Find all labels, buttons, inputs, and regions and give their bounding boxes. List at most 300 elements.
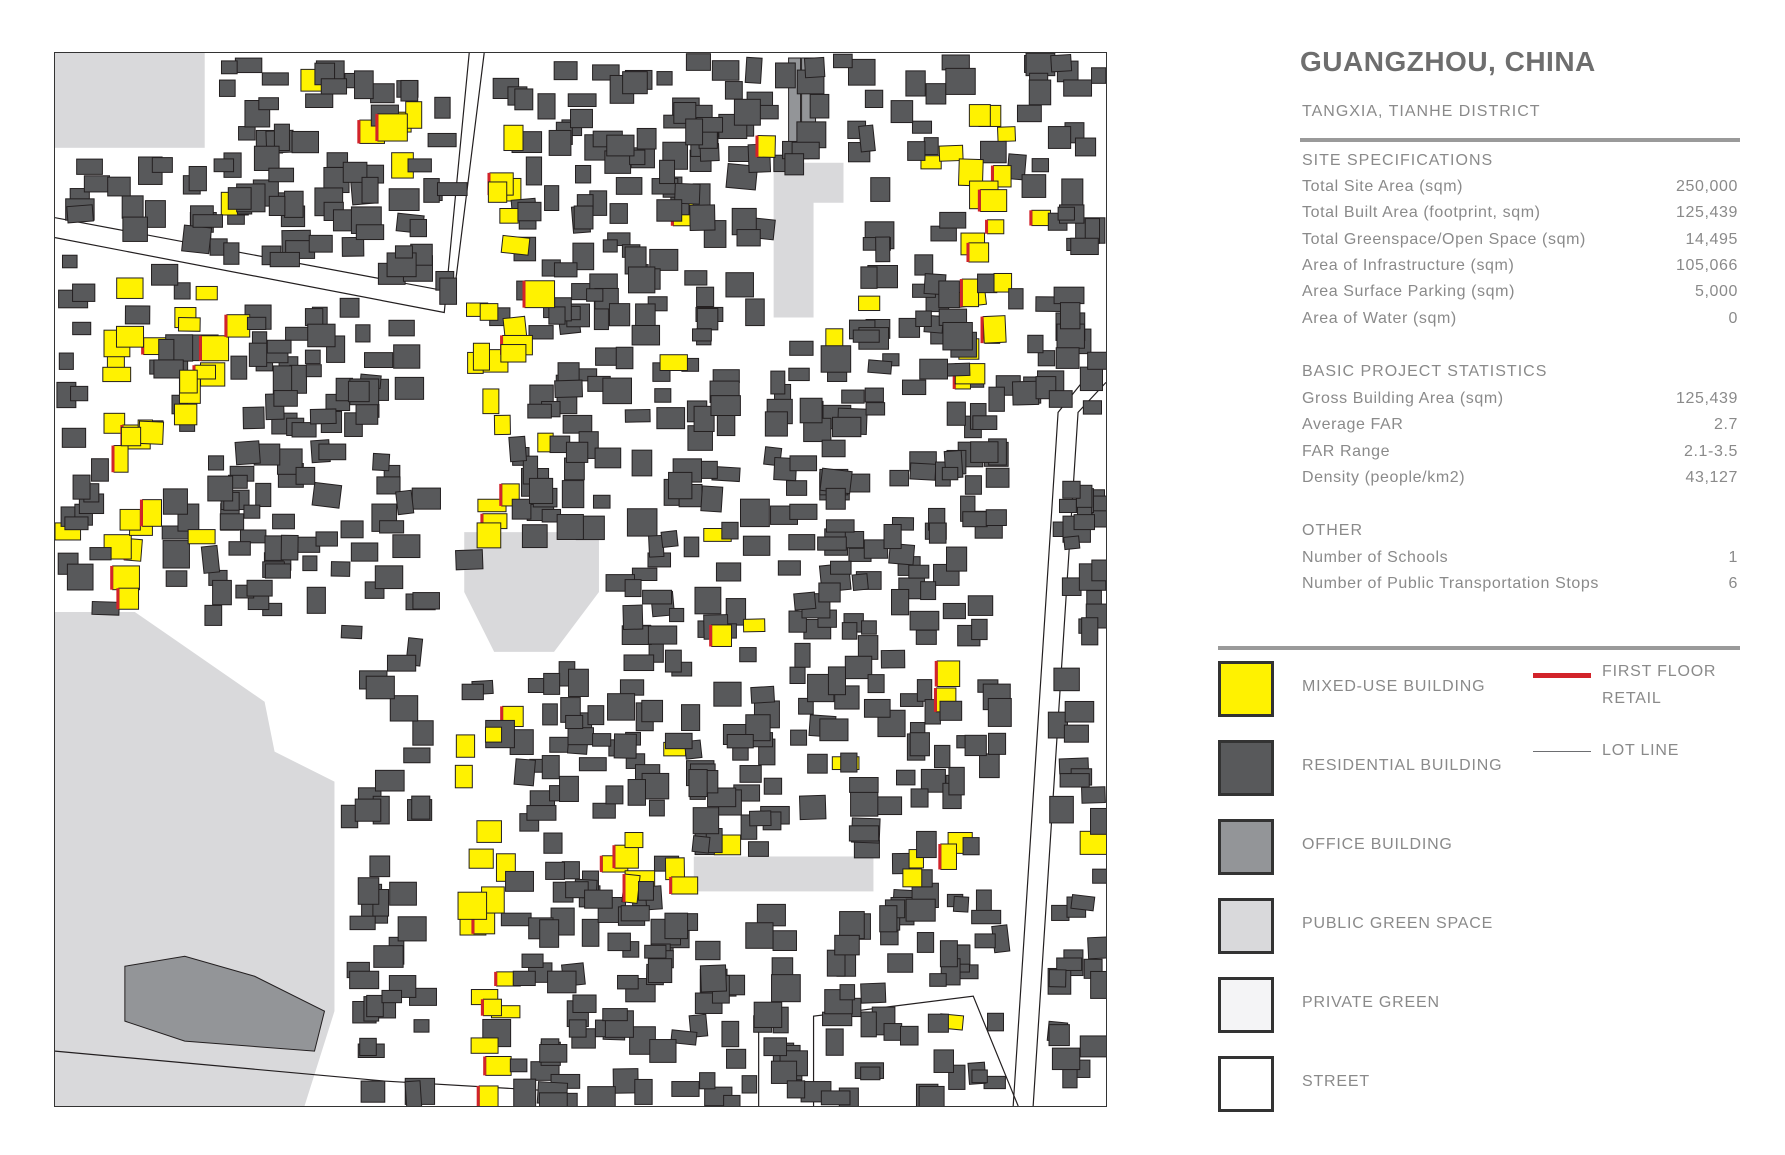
residential-building [636,304,656,326]
residential-building [214,159,233,172]
residential-building [456,550,483,570]
residential-building [1082,618,1098,645]
first-floor-retail-edge [357,120,360,143]
residential-building [1062,179,1083,206]
residential-building [696,941,720,959]
residential-building [629,267,655,293]
residential-building [342,237,364,256]
residential-building [862,621,877,634]
residential-building [62,428,85,447]
residential-building [603,378,632,404]
residential-building [73,284,95,301]
header-divider [1300,138,1740,142]
residential-building [834,54,853,67]
stat-row-density [1302,469,1738,491]
residential-building [625,409,650,422]
residential-building [247,317,265,329]
first-floor-retail-edge [481,999,484,1015]
residential-building [772,975,801,1002]
mixed-use-building [480,304,498,321]
residential-building [341,521,363,538]
residential-building [660,160,675,183]
residential-building [73,475,90,499]
residential-building [77,159,103,174]
residential-building [350,971,379,988]
residential-building [624,655,654,671]
first-floor-retail-edge [1029,210,1032,225]
first-floor-retail-edge [224,315,227,337]
residential-building [799,795,825,819]
residential-building [928,1014,948,1032]
first-floor-retail-edge [934,688,937,712]
residential-building [842,623,857,640]
residential-building [821,1091,850,1105]
residential-building [853,330,879,342]
residential-building [269,196,285,215]
residential-building [623,72,648,94]
stat-value: 6 [1728,575,1738,592]
mixed-use-building [479,1086,498,1106]
residential-building [404,748,430,763]
residential-building [1060,774,1089,787]
residential-building [231,356,247,379]
residential-building [749,811,771,826]
residential-building [366,676,394,699]
residential-building [413,593,440,609]
legend-label-office: OFFICE BUILDING [1302,836,1453,853]
first-floor-retail-edge [140,500,143,527]
residential-building [852,574,868,591]
residential-building [821,346,851,372]
residential-building [235,441,260,465]
residential-building [940,701,962,720]
residential-building [1088,937,1106,959]
residential-building [861,267,877,288]
residential-building [926,84,946,104]
legend-label-private-green: PRIVATE GREEN [1302,994,1440,1011]
residential-building [501,913,531,926]
residential-building [193,215,222,228]
residential-building [554,263,577,277]
legend-line-lot-line [1533,751,1591,752]
first-floor-retail-edge [600,856,603,872]
page-title: GUANGZHOU, CHINA [1300,46,1596,77]
residential-building [1009,289,1023,309]
residential-building [746,923,773,949]
residential-building [273,366,291,394]
residential-building [303,556,317,571]
residential-building [382,990,402,1002]
first-floor-retail-edge [483,1056,486,1075]
residential-building [988,698,1011,726]
residential-building [764,778,781,794]
site-map [54,52,1107,1107]
residential-building [1071,238,1099,254]
residential-building [213,580,232,604]
residential-building [727,1049,746,1068]
other-heading: OTHER [1302,522,1363,539]
residential-building [375,566,402,589]
residential-building [542,756,559,779]
residential-building [900,1026,918,1045]
residential-building [573,995,596,1012]
residential-building [123,217,148,241]
page-subtitle: TANGXIA, TIANHE DISTRICT [1302,103,1541,120]
residential-building [506,871,534,891]
residential-building [154,360,183,378]
residential-building [745,57,762,83]
residential-building [462,684,483,699]
residential-building [306,365,321,377]
residential-building [262,73,288,85]
mixed-use-building [859,296,880,310]
residential-building [963,838,979,855]
residential-building [265,536,283,561]
residential-building [772,958,793,976]
residential-building [1064,725,1088,742]
residential-building [71,386,88,400]
residential-building [968,596,992,616]
stat-row-schools [1302,549,1738,571]
stat-label: Average FAR [1302,416,1404,433]
residential-building [972,619,987,639]
residential-building [539,1093,567,1106]
residential-building [740,648,756,662]
residential-building [308,324,335,347]
stat-label: Number of Public Transportation Stops [1302,575,1600,592]
first-floor-retail-edge [499,484,502,506]
residential-building [509,436,527,461]
first-floor-retail-edge [935,661,938,687]
residential-building [917,831,937,857]
legend-line-first-floor-retail [1533,673,1591,678]
mixed-use-building [625,833,643,848]
residential-building [163,541,189,568]
residential-building [265,564,290,578]
mixed-use-building [103,367,131,381]
residential-building [90,548,111,560]
stat-row-surface-parking [1302,283,1738,305]
residential-building [751,686,775,703]
residential-building [341,625,362,638]
residential-building [942,467,957,479]
residential-building [916,311,932,326]
residential-building [544,833,562,853]
residential-building [59,353,73,369]
residential-building [67,564,93,590]
residential-building [554,62,577,80]
residential-building [319,444,346,460]
residential-building [614,734,636,758]
residential-building [522,525,547,548]
residential-building [989,387,1004,411]
residential-building [585,890,613,908]
residential-building [305,350,320,364]
residential-building [947,363,970,376]
mixed-use-building [178,317,200,331]
residential-building [929,523,946,543]
residential-building [145,201,165,228]
mixed-use-building [117,278,143,298]
residential-building [310,409,336,424]
residential-building [650,1040,676,1063]
first-floor-retail-edge [938,844,941,869]
mixed-use-building [1032,210,1051,225]
residential-building [726,599,745,626]
residential-building [635,1079,652,1104]
residential-building [249,343,266,366]
mixed-use-building [174,404,196,425]
stat-label: Total Greenspace/Open Space (sqm) [1302,231,1586,248]
residential-building [412,488,440,509]
mixed-use-building [469,849,493,868]
stat-label: Area of Water (sqm) [1302,310,1457,327]
mixed-use-building [471,1038,498,1053]
residential-building [697,309,718,330]
residential-building [593,803,615,818]
residential-building [247,580,272,596]
residential-building [822,440,845,457]
residential-building [65,517,88,530]
residential-building [657,200,682,221]
first-floor-retail-edge [523,281,526,308]
residential-building [152,158,172,173]
residential-building [833,417,861,436]
residential-building [62,255,77,268]
residential-building [910,463,936,480]
residential-building [866,403,885,415]
stat-row-average-far [1302,416,1738,438]
residential-building [1054,668,1079,691]
public-green-space-plaza [464,532,599,652]
residential-building [850,778,879,793]
residential-building [800,398,822,423]
residential-building [527,806,556,821]
residential-building [689,770,707,797]
residential-building [790,504,817,519]
residential-building [67,205,94,223]
residential-building [921,582,936,600]
residential-building [655,389,671,403]
mixed-use-building [743,619,765,632]
residential-building [819,583,840,602]
legend-swatch-public-green [1218,898,1274,954]
residential-building [1050,796,1074,823]
residential-building [348,381,369,401]
residential-building [514,759,535,786]
stat-value: 250,000 [1675,178,1738,195]
residential-building [1032,159,1048,172]
mixed-use-building [494,415,510,434]
legend-label-lot-line: LOT LINE [1602,742,1680,759]
residential-building [896,770,914,785]
mixed-use-building [937,661,959,687]
residential-building [778,561,800,575]
residential-building [642,700,663,721]
residential-building [771,371,785,394]
residential-building [1056,348,1079,369]
residential-building [414,1020,429,1032]
residential-building [665,913,688,938]
residential-building [239,127,256,140]
residential-building [548,971,576,993]
residential-building [849,826,878,841]
residential-building [413,721,433,745]
mixed-use-building [488,182,506,202]
residential-building [405,1081,422,1106]
mixed-use-building [486,1056,511,1075]
residential-building [424,179,439,203]
residential-building [627,509,657,536]
residential-building [375,770,404,791]
residential-building [672,1082,699,1097]
residential-building [219,80,235,96]
residential-building [790,341,813,355]
mixed-use-building [941,844,957,869]
residential-building [657,72,672,85]
stat-row-gross-building-area [1302,390,1738,412]
residential-building [740,499,769,526]
residential-building [1091,971,1106,998]
residential-building [587,289,603,301]
residential-building [401,80,418,101]
residential-building [603,1009,628,1021]
residential-building [538,94,555,119]
residential-building [915,255,933,275]
residential-building [274,391,297,407]
residential-building [729,147,750,162]
residential-building [645,945,666,958]
residential-building [764,1038,787,1056]
residential-building [380,521,404,533]
residential-building [390,696,417,721]
residential-building [395,377,423,399]
residential-building [546,862,565,879]
residential-building [787,481,807,496]
residential-building [934,1050,953,1073]
residential-building [791,730,807,745]
residential-building [1060,303,1079,329]
stat-label: FAR Range [1302,443,1391,460]
mixed-use-building [501,235,530,255]
mixed-use-building [477,523,501,548]
residential-building [1091,808,1106,834]
stat-value: 43,127 [1685,469,1738,486]
residential-building [669,472,692,498]
first-floor-retail-edge [199,336,202,361]
residential-building [890,470,909,485]
residential-building [371,84,395,103]
legend-label-residential: RESIDENTIAL BUILDING [1302,757,1503,774]
residential-building [166,571,187,587]
legend-divider [1218,646,1740,650]
residential-building [1012,381,1038,405]
residential-building [840,912,865,939]
residential-building [208,476,233,501]
residential-building [888,954,913,972]
residential-building [1083,401,1101,414]
mixed-use-building [712,625,732,647]
residential-building [603,240,617,252]
residential-building [373,453,390,470]
residential-building [986,468,1009,487]
residential-building [722,1021,739,1046]
residential-building [940,941,957,967]
legend-label-mixed-use: MIXED-USE BUILDING [1302,678,1486,695]
residential-building [637,128,656,149]
residential-building [515,89,533,110]
stat-value: 1 [1728,549,1738,566]
residential-building [395,246,412,258]
residential-building [182,225,212,254]
residential-building [724,1095,740,1106]
residential-building [549,307,565,324]
residential-building [620,680,643,695]
residential-building [544,673,560,694]
residential-building [638,882,653,901]
residential-building [1049,970,1066,987]
mixed-use-building [615,845,638,868]
residential-building [924,138,938,155]
residential-building [560,776,579,801]
residential-building [351,543,377,561]
residential-building [361,1081,385,1102]
residential-building [292,423,316,437]
first-floor-retail-edge [623,874,626,902]
first-floor-retail-edge [110,566,113,590]
residential-building [514,1079,536,1106]
residential-building [884,1024,902,1041]
residential-building [795,643,810,667]
residential-building [972,910,1001,923]
residential-building [529,478,552,503]
residential-building [737,230,760,246]
residential-building [972,1070,987,1083]
residential-building [387,655,415,671]
residential-building [616,347,633,368]
mixed-use-building [455,765,472,787]
residential-building [740,766,761,783]
residential-building [1074,515,1094,530]
residential-building [881,650,905,668]
residential-building [593,495,610,508]
residential-building [1057,958,1082,970]
residential-building [389,320,414,336]
residential-building [579,758,606,771]
residential-building [686,119,703,145]
residential-building [820,719,848,741]
residential-building [943,603,965,618]
residential-building [84,176,109,192]
residential-building [608,694,635,720]
first-floor-retail-edge [375,114,378,141]
residential-building [684,537,699,557]
legend-swatch-mixed-use [1218,661,1274,717]
residential-building [789,535,815,550]
residential-building [518,202,541,220]
residential-building [980,754,1000,778]
mixed-use-building [485,727,501,742]
residential-building [1049,1025,1069,1046]
residential-building [360,1038,377,1055]
residential-building [861,1012,876,1037]
residential-building [205,605,222,625]
residential-building [390,882,417,905]
residential-building [125,306,149,324]
mixed-use-building [201,336,228,361]
residential-building [876,237,890,262]
mixed-use-building [119,588,139,609]
